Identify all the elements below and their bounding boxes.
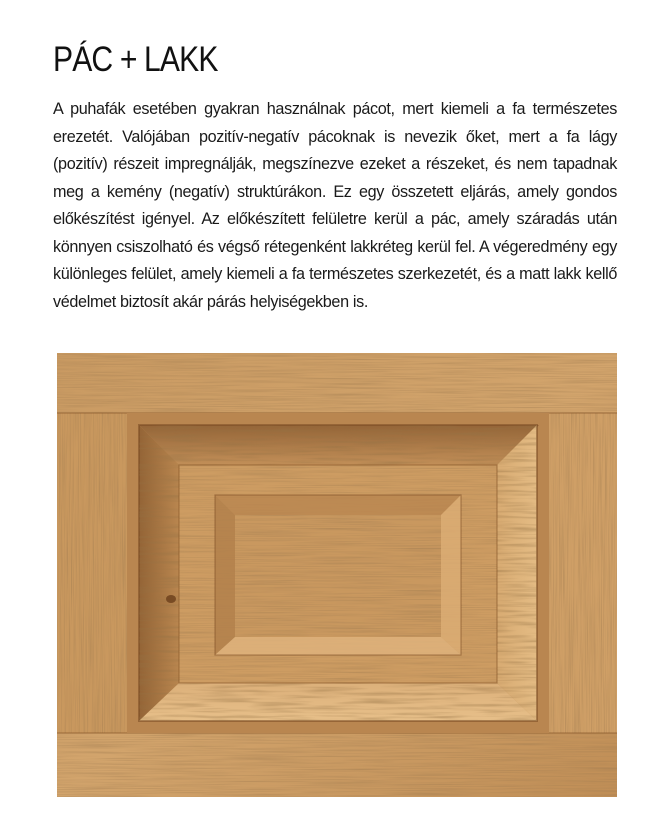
page-title: PÁC + LAKK — [53, 40, 218, 79]
raised-panel — [127, 413, 549, 733]
wood-panel-photo — [57, 353, 617, 797]
article-body: A puhafák esetében gyakran használnak pácot, mert kiemeli a fa természetes erezetét. Valójában pozitív-negatív pácoknak is nevezik őket, mert a fa lágy (pozitív) részeit impregnálják, megszínezve ezeket a részeket, és nem tapadnak meg a kemény (negatív) struktúrákon. Ez egy összetett eljárás, amely gondos előkészítést igényel. Az előkészített felületre kerül a pác, amely száradás után könnyen csiszolható és végső rétegenként lakkréteg kerül fel. A végeredmény egy különleges felület, amely kiemeli a fa természetes szerkezetét, és a matt lakk kellő védelmet biztosít akár párás helyiségekben is. — [53, 100, 617, 311]
